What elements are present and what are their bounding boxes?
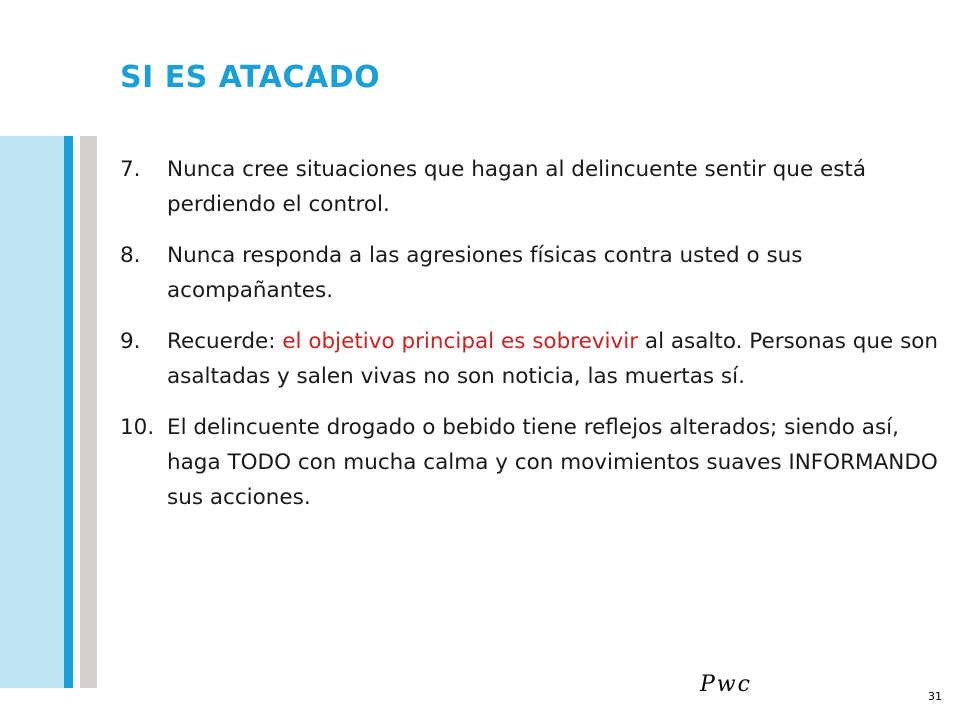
item-text-highlight: el objetivo principal es sobrevivir: [282, 329, 639, 354]
item-number: 9.: [120, 329, 141, 354]
item-text-suffix: al asalto. Personas que son asaltadas y salen vivas no son noticia, las muertas sí.: [167, 329, 939, 389]
item-text: Nunca cree situaciones que hagan al delincuente sentir que está perdiendo el control.: [167, 157, 867, 217]
item-list: [120, 152, 940, 531]
list-item: [120, 410, 940, 515]
list-item: [120, 238, 940, 308]
page-number: 31: [928, 690, 942, 703]
left-accent-bar-grey: [80, 136, 97, 688]
item-text-prefix: Recuerde:: [167, 329, 283, 354]
left-accent-bar-gap: [73, 136, 80, 688]
list-item: [120, 152, 940, 222]
slide-title: SI ES ATACADO: [120, 60, 381, 95]
item-text: Nunca responda a las agresiones físicas contra usted o sus acompañantes.: [167, 243, 803, 303]
pwc-logo: Pwc: [700, 672, 752, 697]
item-number: 7.: [120, 157, 141, 182]
item-number: 8.: [120, 243, 141, 268]
left-accent-bar-blue: [64, 136, 73, 688]
list-item: [120, 324, 940, 394]
item-number: 10.: [120, 415, 155, 440]
left-accent-bar-light: [0, 136, 64, 688]
item-text: El delincuente drogado o bebido tiene reflejos alterados; siendo así, haga TODO con mucha calma y con movimientos suaves INFORMANDO sus acciones.: [167, 415, 938, 510]
